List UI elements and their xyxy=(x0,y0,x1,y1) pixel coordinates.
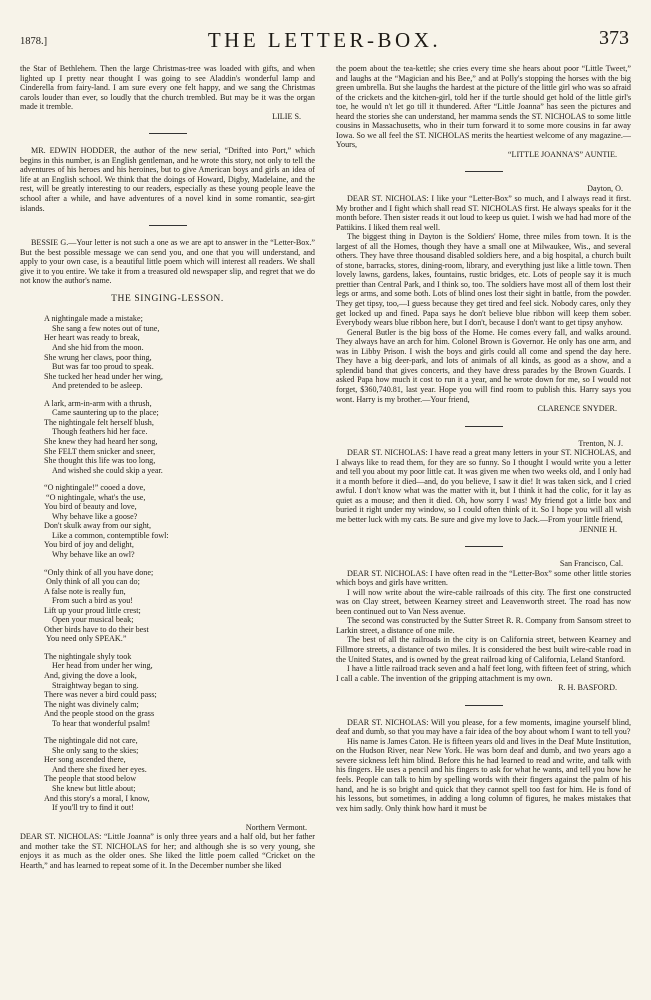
dayton-paragraph: The biggest thing in Dayton is the Soldiers' Home, three miles from town. It is the largest of all the Homes, though they have a small one at Milwaukee, Wis., and several others. They have three thousand disabled soldiers here, and a big hospital, a church built of stone, barracks, stores, dining-room, library, and everything just like a little town. Then lovely lawns, gardens, lakes, fountains, rustic bridges, etc. Lots of people say it is much prettier than Central Park, and I think so, too. The soldiers have most all of them lost their legs or arms, and some both. Lots of blind ones lost their sight in battle, from the powder. They get tipsy, too,—I guess because they get tired and feel sick. Nobody cares, only they get locked up and fined. Papa says he don't believe blue ribbon will keep them sober. Everybody wears blue ribbon here, but I don't, because I don't want to get tipsy anyhow. xyxy=(336,232,631,328)
letter-signature: R. H. BASFORD. xyxy=(558,683,617,693)
poem-stanza xyxy=(44,736,315,812)
poem-line: The nightingale shyly took xyxy=(44,651,132,661)
dayton-paragraph: DEAR ST. NICHOLAS: I like your “Letter-Box” so much, and I always read it first. My brother and I fight which shall read ST. NICHOLAS first. He always speaks for it the month before. Then sister reads it out loud to keep us quiet. I wish we had had more of the Pattikins. I liked them real well. xyxy=(336,194,631,232)
poem-line: You bird of beauty and love, xyxy=(44,502,137,512)
bessie-reply: BESSIE G.—Your letter is not such a one as we are apt to answer in the “Letter-Box.” But the best possible message we can send you, and one that you will understand, and apply to your own case, is a beautiful little poem which will interest all readers. We shall give it to you entire. We take it from a treasured old newspaper slip, and regret that we do not know the author's name. xyxy=(20,238,315,286)
vermont-letter-end: the poem about the tea-kettle; she cries every time she hears about poor “Little Tweet,” and laughs at the “Magician and his Bee,” and at Polly's stopping the horses with the big green umbrella. But she laughs the hardest at the picture of the little girl who was so afraid of the crickets and the kitchen-girl, told her if the turtle should get hold of the little girl's toe, he would n't let go till it thundered. After “Little Joanna” has seen the pictures and heard the stories she can understand, her mamma sends the ST. NICHOLAS to some little cousins in Massachusetts, who in their turn forward it to some more cousins in far away Iowa. So we all feel the ST. NICHOLAS merits the heartiest welcome of any magazine.—Yours, xyxy=(336,64,631,150)
sf-paragraph: The second was constructed by the Sutter Street R. R. Company from Sansom street to Larkin street, a distance of one mile. xyxy=(336,616,631,635)
letter-place: Northern Vermont. xyxy=(245,822,307,832)
sf-paragraph: I have a little railroad track seven and a half feet long, with fifteen feet of string, which I call a cable. The invention of the gripping attachment is my own. xyxy=(336,664,631,683)
sf-paragraph: The best of all the railroads in the city is on California street, between Kearney and Fillmore streets, a distance of two miles. It is considered the best built wire-cable road in the United States, and is owned by the great railroad king of California, Leland Stanford. xyxy=(336,635,631,664)
poem-line: And there she fixed her eyes. xyxy=(52,764,147,774)
poem-stanza xyxy=(44,568,315,644)
poem-stanza xyxy=(44,652,315,728)
poem-line: Why behave like an owl? xyxy=(52,549,135,559)
poem-line: A lark, arm-in-arm with a thrush, xyxy=(44,398,152,408)
poem-line: Though feathers hid her face. xyxy=(52,427,148,437)
poem-line: And, giving the dove a look, xyxy=(44,670,137,680)
poem-line: “O nightingale, what's the use, xyxy=(46,492,146,502)
section-divider xyxy=(149,225,187,226)
poem-line: She wrung her claws, poor thing, xyxy=(44,352,152,362)
issue-date: 1878.] xyxy=(20,36,48,47)
deaf-boy-paragraph: DEAR ST. NICHOLAS: Will you please, for a few moments, imagine yourself blind, deaf and dumb, so that you may have a fair idea of the boy about whom I want to tell you? xyxy=(336,717,631,737)
poem-stanza xyxy=(44,399,315,475)
poem-line: She tucked her head under her wing, xyxy=(44,371,163,381)
hodder-announcement: MR. EDWIN HODDER, the author of the new serial, “Drifted into Port,” which begins in this number, is an English gentleman, and he wrote this story, not only to tell the adventures of his heroes and his heroines, but to give American boys and girls an idea of life at an English school. We think that the doings of Howard, Digby, Madelaine, and the rest, will be greatly interesting to our readers, especially as these young people leave the school after a while, and have adventures of a novel kind in some romantic, sea-girt islands. xyxy=(20,146,315,213)
poem-line: Like a common, contemptible fowl: xyxy=(52,530,169,540)
poem-line: And wished she could skip a year. xyxy=(52,465,163,475)
section-divider xyxy=(465,705,503,706)
section-divider xyxy=(149,133,187,134)
poem-line: Her head from under her wing, xyxy=(52,661,153,671)
section-title: THE LETTER-BOX. xyxy=(207,28,442,52)
poem-stanza xyxy=(44,483,315,559)
sf-paragraph: I will now write about the wire-cable railroads of this city. The first one constructed was on Clay street, between Kearney street and Leavenworth street. The road has now been continued out to Van Ness avenue. xyxy=(336,587,631,616)
poem-line: The nightingale did not care, xyxy=(44,736,138,746)
poem-line: Open your musical beak; xyxy=(52,615,134,625)
poem-line: She sang a few notes out of tune, xyxy=(52,323,160,333)
left-column xyxy=(20,64,315,989)
poem-line: The nightingale felt herself blush, xyxy=(44,417,154,427)
poem-line: Other birds have to do their best xyxy=(44,624,149,634)
poem-line: Lift up your proud little crest; xyxy=(44,605,141,615)
poem-line: Don't skulk away from our sight, xyxy=(44,521,152,531)
letter-signature: LILIE S. xyxy=(272,111,301,121)
poem-line: And pretended to be asleep. xyxy=(52,381,143,391)
poem-title: THE SINGING-LESSON. xyxy=(111,293,224,304)
poem-line: And she hid from the moon. xyxy=(52,343,144,353)
poem-line: A false note is really fun, xyxy=(44,586,126,596)
poem-line: Only think of all you can do; xyxy=(46,577,140,587)
vermont-letter-start: DEAR ST. NICHOLAS: “Little Joanna” is only three years and a half old, but her father and mother take the ST. NICHOLAS for her; and although she is so very young, she enjoys it as much as the older ones. She liked the little poem called “Cricket on the Hearth,” and has learned to repeat some of it. In the December number she liked xyxy=(20,832,315,870)
poem-line: “O nightingale!” cooed a dove, xyxy=(44,483,146,493)
poem-line: She knew they had heard her song, xyxy=(44,436,158,446)
poem-line: And the people stood on the grass xyxy=(44,709,155,719)
poem-line: She knew but little about; xyxy=(52,784,136,793)
poem-line: If you'll try to find it out! xyxy=(52,803,134,813)
page-number: 373 xyxy=(599,27,629,49)
poem-line: Came sauntering up to the place; xyxy=(52,408,159,418)
right-column xyxy=(336,64,631,989)
poem-line: Straightway began to sing. xyxy=(52,680,139,690)
poem-line: The night was divinely calm; xyxy=(44,699,139,709)
poem-line: And this story's a moral, I know, xyxy=(44,793,150,803)
letter-signature: CLARENCE SNYDER. xyxy=(537,404,617,414)
poem-line: “Only think of all you have done; xyxy=(44,567,154,577)
letter-signature: “LITTLE JOANNA'S” AUNTIE. xyxy=(507,149,617,159)
poem-line: A nightingale made a mistake; xyxy=(44,314,143,324)
poem-line: From such a bird as you! xyxy=(52,596,134,606)
poem-line: The people that stood below xyxy=(44,774,137,784)
page-header xyxy=(20,26,629,52)
letter-place: San Francisco, Cal. xyxy=(559,559,623,569)
christmas-letter-ending: the Star of Bethlehem. Then the large Christmas-tree was loaded with gifts, and when lighted up I pretty near thought I was going to see Aladdin's wonderful lamp and Cinderella from fairy-land. I am sure every one felt happy, and we sang the Christmas carols louder than ever, so loudly that the church trembled. But may be it was the organ made it tremble. xyxy=(20,64,315,112)
poem-line: To hear that wonderful psalm! xyxy=(52,718,151,728)
poem-line: She FELT them snicker and sneer, xyxy=(44,446,156,456)
poem-line: She only sang to the skies; xyxy=(52,745,139,755)
letter-place: Dayton, O. xyxy=(587,184,623,194)
poem xyxy=(20,314,315,812)
poem-stanza xyxy=(44,314,315,390)
poem-line: She thought this life was too long, xyxy=(44,456,156,466)
letter-signature: JENNIE H. xyxy=(579,524,617,534)
poem-line: Her song ascended there, xyxy=(44,755,126,765)
sf-paragraph: DEAR ST. NICHOLAS: I have often read in the “Letter-Box” some other little stories which boys and girls have written. xyxy=(336,568,631,588)
section-divider xyxy=(465,171,503,172)
trenton-letter: DEAR ST. NICHOLAS: I have read a great many letters in your ST. NICHOLAS, and I always like to read them, for they are so funny. So I thought I would write you a letter and tell you about my poor little cat. It was given me when two weeks old, and I only had it a month before it died—and, do you believe, I saw it die! It was taken sick, and I cried awful. I don't know what was the matter with it, but I think it had the colic, for it lay as quiet as a mouse; and then it died. Oh, how sorry I was! My friend got a little box and buried it right under my window, so I could often think of it. So I hope you will all wish me better luck with my cats. Be sure and give my love to Jack.—From your little friend, xyxy=(336,448,631,524)
section-divider xyxy=(465,546,503,547)
letter-place: Trenton, N. J. xyxy=(578,438,623,448)
poem-line: Why behave like a goose? xyxy=(52,511,138,521)
poem-line: Her heart was ready to break, xyxy=(44,333,140,343)
deaf-boy-paragraph: His name is James Caton. He is fifteen years old and lives in the Deaf Mute Institution, on the Hudson River, near New York. He was born deaf and dumb, and two years ago a severe sickness left him blind. Before this he had learned to read and write, and talk with his fingers. He uses a pencil and his fingers to ask for what he wants, and tell you how he feels. People can talk to him by spelling words with their fingers against the palm of his hand, and he is so bright and quick that they cannot spell too fast for him. He is fond of his lessons, but sometimes, in adding a long column of figures, he makes mistakes that vex him sadly. Only think how hard it must be xyxy=(336,736,631,813)
dayton-paragraph: General Butler is the big boss of the Home. He comes every fall, and walks around. They always have an arch for him. Colonel Brown is Governor. He only has one arm, and was in Libby Prison. I wish the boys and girls could all come and spend the day here. They have a big deer-park, and lots of animals of all kinds, as good as a show, and a splendid band that gives concerts, and they have dress parades by the Brown Guards. I asked Papa how much it cost to run it a year, and he wrote down for me, so I would not forget, $360,740.81, last year. Hope you will find room to publish this. Harry says you wont. Harry is my brother.—Your friend, xyxy=(336,327,631,404)
poem-line: You need only SPEAK.” xyxy=(46,634,127,644)
poem-line: But was far too proud to speak. xyxy=(52,362,154,372)
poem-line: You bird of joy and delight, xyxy=(44,540,134,550)
poem-line: There was never a bird could pass; xyxy=(44,690,157,700)
section-divider xyxy=(465,426,503,427)
